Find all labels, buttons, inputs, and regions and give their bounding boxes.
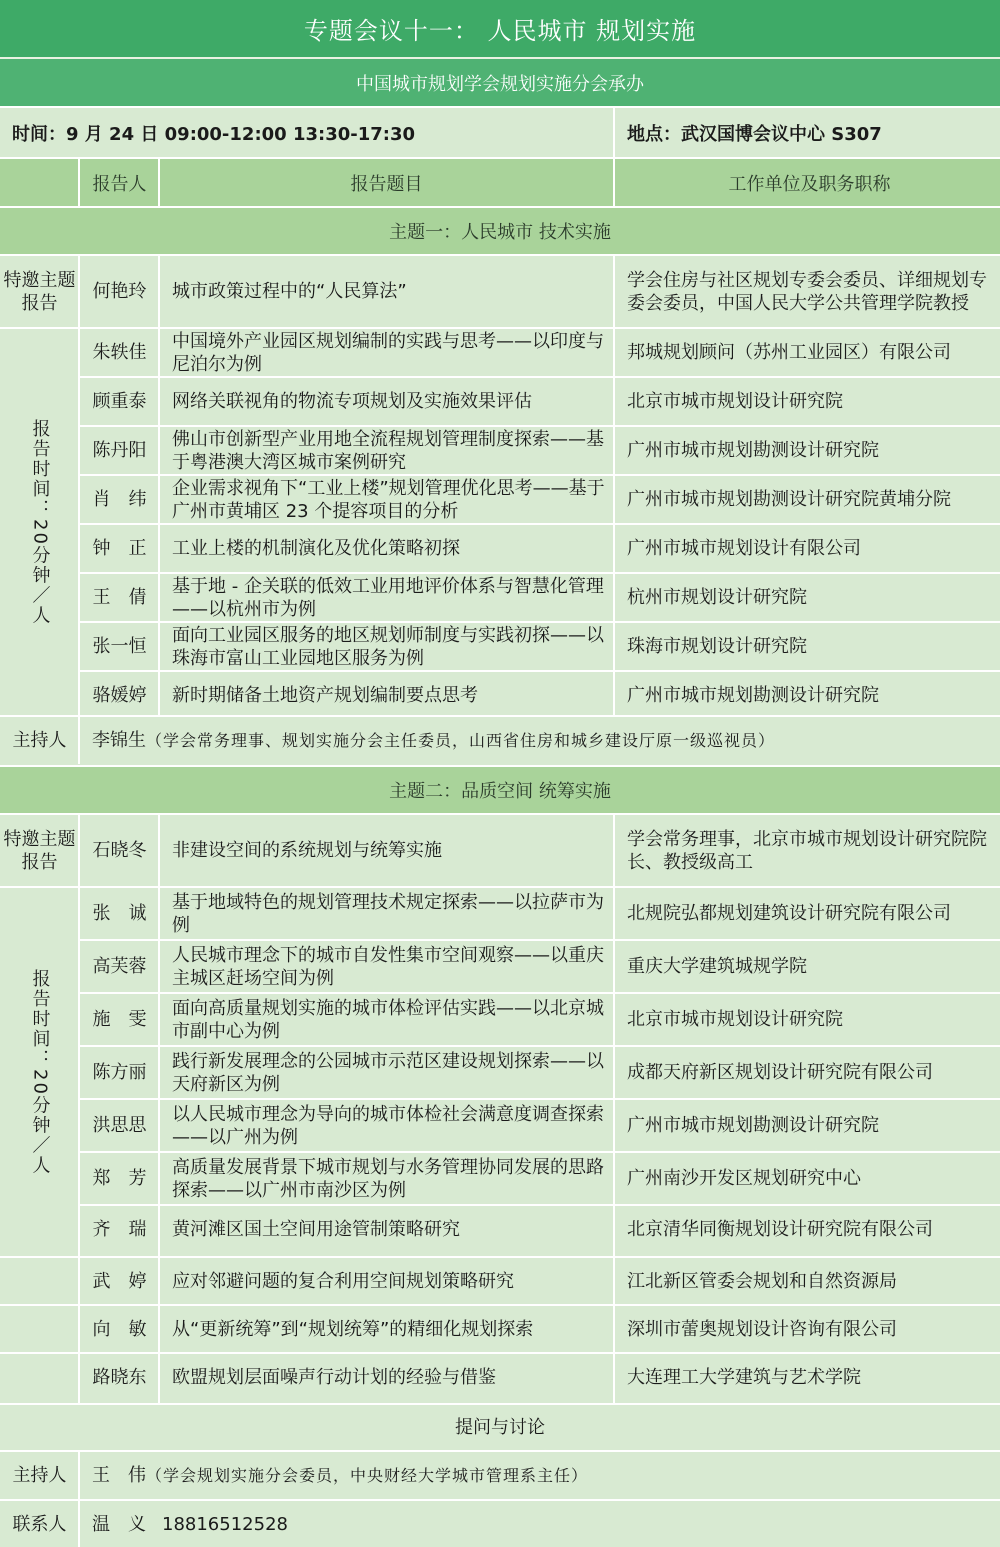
talk-topic: 工业上楼的机制演化及优化策略初探: [172, 538, 460, 559]
talk-org: 深圳市蕾奥规划设计咨询有限公司: [627, 1318, 897, 1340]
talk-org: 广州市城市规划勘测设计研究院: [627, 440, 879, 461]
theme1-host-label: 主持人: [12, 730, 67, 751]
time-label: 时间：9 月 24 日 09:00-12:00 13:30-17:30: [12, 123, 416, 145]
talk-speaker: 洪思思: [92, 1115, 147, 1136]
theme2-title: 主题二：品质空间 统筹实施: [0, 765, 1000, 813]
theme2-host: [92, 1452, 588, 1499]
talk-topic: 欧盟规划层面噪声行动计划的经验与借鉴: [172, 1366, 496, 1388]
talk-topic: 以人民城市理念为导向的城市体检社会满意度调查探索——以广州为例: [172, 1103, 604, 1148]
session-title: 专题会议十一： 人民城市 规划实施: [0, 0, 1000, 57]
talk-org: 江北新区管委会规划和自然资源局: [627, 1270, 897, 1292]
talk-org: 大连理工大学建筑与艺术学院: [627, 1366, 861, 1388]
talk-speaker: 高芙蓉: [92, 956, 147, 977]
theme1-keynote-speaker: 何艳玲: [92, 281, 147, 302]
talk-org: 重庆大学建筑城规学院: [627, 956, 807, 977]
talk-speaker: 齐 瑞: [92, 1219, 147, 1240]
talk-speaker: 朱轶佳: [92, 342, 147, 363]
talk-org: 北京市城市规划设计研究院: [627, 1009, 843, 1030]
theme2-keynote-label: 特邀主题报告: [3, 828, 76, 873]
contact-info: [92, 1501, 288, 1547]
talk-speaker: 骆媛婷: [92, 684, 147, 706]
talk-topic: 面向高质量规划实施的城市体检评估实践——以北京城市副中心为例: [172, 997, 604, 1042]
talk-speaker: 顾重泰: [92, 391, 147, 412]
talk-speaker: 钟 正: [92, 538, 147, 559]
talk-topic: 企业需求视角下“工业上楼”规划管理优化思考——基于广州市黄埔区 23 个提容项目的分析: [172, 477, 605, 522]
talk-org: 成都天府新区规划设计研究院有限公司: [627, 1062, 933, 1083]
talk-topic: 从“更新统筹”到“规划统筹”的精细化规划探索: [172, 1318, 534, 1340]
theme2-keynote-topic: 非建设空间的系统规划与统筹实施: [172, 840, 442, 861]
talk-speaker: 肖 纬: [92, 489, 147, 510]
talk-org: 广州市城市规划勘测设计研究院: [627, 684, 879, 706]
talk-org: 杭州市规划设计研究院: [627, 587, 807, 608]
talk-speaker: 武 婷: [92, 1270, 147, 1292]
talk-org: 北规院弘都规划建筑设计研究院有限公司: [627, 903, 951, 924]
venue-label: 地点：武汉国博会议中心 S307: [627, 123, 882, 145]
theme1-host-name: 李锦生: [92, 730, 146, 751]
talk-speaker: 郑 芳: [92, 1168, 147, 1189]
talk-org: 广州市城市规划勘测设计研究院黄埔分院: [627, 489, 951, 510]
theme2-keynote-org: 学会常务理事，北京市城市规划设计研究院院长、教授级高工: [627, 828, 987, 873]
theme1-keynote-topic: 城市政策过程中的“人民算法”: [172, 281, 407, 302]
talk-org: 广州市城市规划勘测设计研究院: [627, 1115, 879, 1136]
theme1-duration-label: 报告时间：20分钟／人: [29, 418, 51, 626]
talk-org: 北京市城市规划设计研究院: [627, 391, 843, 412]
talk-topic: 人民城市理念下的城市自发性集市空间观察——以重庆主城区赶场空间为例: [172, 944, 604, 989]
talk-topic: 新时期储备土地资产规划编制要点思考: [172, 684, 478, 706]
talk-speaker: 王 倩: [92, 587, 147, 608]
talk-topic: 黄河滩区国土空间用途管制策略研究: [172, 1219, 460, 1240]
talk-speaker: 陈方丽: [92, 1062, 147, 1083]
talk-topic: 面向工业园区服务的地区规划师制度与实践初探——以珠海市富山工业园地区服务为例: [172, 624, 604, 669]
theme1-keynote-org: 学会住房与社区规划专委会委员、详细规划专委会委员，中国人民大学公共管理学院教授: [627, 269, 987, 314]
contact-name: 温 义: [92, 1513, 146, 1535]
talk-topic: 应对邻避问题的复合利用空间规划策略研究: [172, 1270, 514, 1292]
talk-org: 广州市城市规划设计有限公司: [627, 538, 861, 559]
organizer-line: 中国城市规划学会规划实施分会承办: [0, 57, 1000, 106]
theme2-keynote-speaker: 石晓冬: [92, 840, 147, 861]
time-venue-row: [0, 106, 1000, 157]
talk-speaker: 张 诚: [92, 903, 147, 924]
talk-topic: 中国境外产业园区规划编制的实践与思考——以印度与尼泊尔为例: [172, 330, 604, 375]
talk-topic: 网络关联视角的物流专项规划及实施效果评估: [172, 391, 532, 412]
talk-topic: 佛山市创新型产业用地全流程规划管理制度探索——基于粤港澳大湾区城市案例研究: [172, 428, 604, 473]
header-topic: 报告题目: [350, 173, 423, 195]
theme2-host-note: （学会规划实施分会委员，中央财经大学城市管理系主任）: [146, 1466, 589, 1485]
contact-phone: 18816512528: [162, 1513, 288, 1535]
talk-speaker: 路晓东: [92, 1366, 147, 1388]
talk-topic: 基于地域特色的规划管理技术规定探索——以拉萨市为例: [172, 891, 604, 936]
header-speaker: 报告人: [92, 173, 147, 195]
talk-speaker: 施 雯: [92, 1009, 147, 1030]
talk-topic: 基于地 - 企关联的低效工业用地评价体系与智慧化管理——以杭州市为例: [172, 575, 604, 620]
theme1-title: 主题一：人民城市 技术实施: [0, 206, 1000, 254]
theme1-keynote-label: 特邀主题报告: [3, 269, 76, 314]
talk-speaker: 陈丹阳: [92, 440, 147, 461]
theme1-host-note: （学会常务理事、规划实施分会主任委员，山西省住房和城乡建设厅原一级巡视员）: [146, 731, 776, 750]
talk-topic: 高质量发展背景下城市规划与水务管理协同发展的思路探索——以广州市南沙区为例: [172, 1156, 604, 1201]
talk-speaker: 张一恒: [92, 636, 147, 657]
talk-topic: 践行新发展理念的公园城市示范区建设规划探索——以天府新区为例: [172, 1050, 604, 1095]
table-header: [0, 157, 1000, 207]
header-org: 工作单位及职务职称: [728, 173, 891, 195]
discussion-row: 提问与讨论: [455, 1417, 545, 1438]
talk-speaker: 向 敏: [92, 1318, 147, 1340]
talk-org: 珠海市规划设计研究院: [627, 636, 807, 657]
theme2-host-label: 主持人: [12, 1465, 67, 1486]
contact-label: 联系人: [12, 1513, 67, 1535]
talk-org: 邦城规划顾问（苏州工业园区）有限公司: [627, 342, 951, 363]
talk-org: 北京清华同衡规划设计研究院有限公司: [627, 1219, 933, 1240]
theme2-host-name: 王 伟: [92, 1465, 146, 1486]
theme2-duration-label: 报告时间：20分钟／人: [29, 968, 51, 1176]
theme1-host: [92, 717, 775, 764]
talk-org: 广州南沙开发区规划研究中心: [627, 1168, 861, 1189]
